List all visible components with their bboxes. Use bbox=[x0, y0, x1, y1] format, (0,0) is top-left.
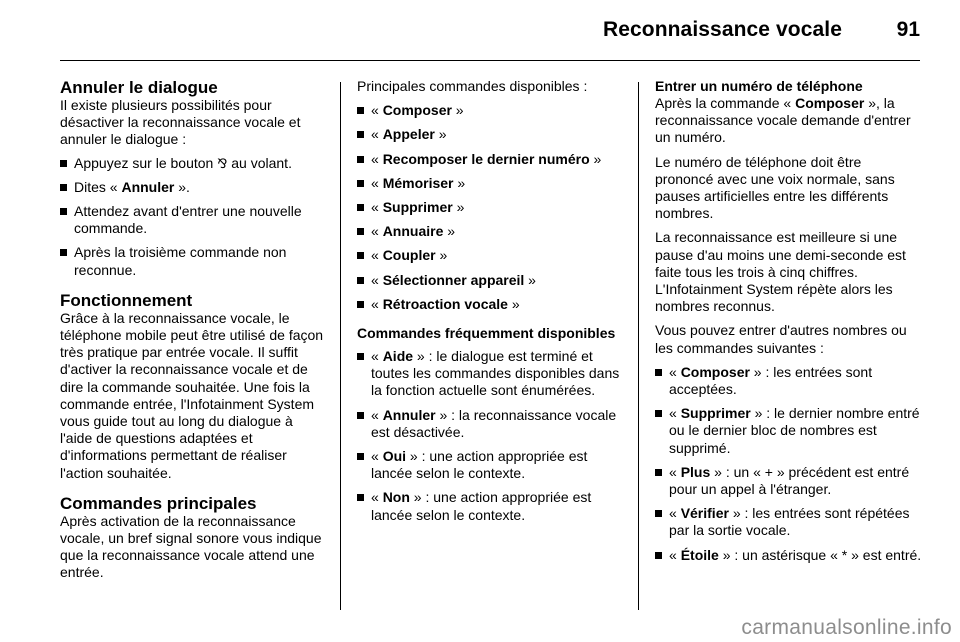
column-2 bbox=[357, 78, 625, 618]
number-commands-list bbox=[655, 364, 923, 564]
bullet-icon bbox=[655, 510, 662, 517]
list-item: « Étoile » : un astérisque « * » est entré. bbox=[655, 547, 923, 564]
list-item: « Annuler » : la reconnaissance vocale est désactivée. bbox=[357, 407, 625, 441]
paragraph: Le numéro de téléphone doit être prononcé avec une voix normale, sans pauses artificielles entre les différents nombres. bbox=[655, 153, 895, 222]
cancel-options-list bbox=[60, 155, 328, 279]
bullet-icon bbox=[357, 204, 364, 211]
bullet-icon bbox=[357, 453, 364, 460]
bullet-icon bbox=[655, 410, 662, 417]
bullet-icon bbox=[357, 180, 364, 187]
bullet-icon bbox=[60, 249, 67, 256]
paragraph: Après la commande « Composer », la reconnaissance vocale demande d'entrer un numéro. bbox=[655, 95, 911, 146]
list-item: Après la troisième commande non reconnue. bbox=[60, 244, 328, 278]
bullet-icon bbox=[357, 277, 364, 284]
section-title-commandes-principales: Commandes principales bbox=[60, 493, 257, 513]
page-title: Reconnaissance vocale bbox=[602, 18, 842, 41]
bullet-icon bbox=[357, 494, 364, 501]
section-body-commandes-principales: Après activation de la reconnaissance vocale, un bref signal sonore vous indique que la reconnaissance vocale attend une entrée. bbox=[60, 512, 322, 581]
section-title-fonctionnement: Fonctionnement bbox=[60, 290, 193, 310]
list-item: « Rétroaction vocale » bbox=[357, 296, 625, 313]
bullet-icon bbox=[357, 252, 364, 259]
bullet-icon bbox=[357, 131, 364, 138]
list-item: Dites « Annuler ». bbox=[60, 179, 328, 196]
bullet-icon bbox=[357, 107, 364, 114]
column-divider-1 bbox=[340, 82, 341, 610]
bullet-icon bbox=[357, 412, 364, 419]
page-number: 91 bbox=[896, 18, 920, 41]
bullet-icon bbox=[357, 156, 364, 163]
bullet-icon bbox=[60, 160, 67, 167]
bullet-icon bbox=[655, 552, 662, 559]
list-item: « Sélectionner appareil » bbox=[357, 272, 625, 289]
voice-control-icon: ⅋ bbox=[217, 155, 228, 171]
frequent-commands-list bbox=[357, 348, 625, 524]
list-item: « Mémoriser » bbox=[357, 175, 625, 192]
bullet-icon bbox=[60, 208, 67, 215]
column-3 bbox=[655, 78, 923, 618]
list-item: « Composer » bbox=[357, 102, 625, 119]
bullet-icon bbox=[655, 469, 662, 476]
list-item: « Coupler » bbox=[357, 247, 625, 264]
list-item: « Supprimer » bbox=[357, 199, 625, 216]
bullet-icon bbox=[655, 369, 662, 376]
list-item: « Oui » : une action appropriée est lancée selon le contexte. bbox=[357, 448, 625, 482]
list-item: « Plus » : un « + » précédent est entré pour un appel à l'étranger. bbox=[655, 464, 923, 498]
paragraph: La reconnaissance est meilleure si une pause d'au moins une demi-seconde est faite tous les trois à cinq chiffres. L'Infotainment System répète alors les nombres reconnus. bbox=[655, 229, 906, 315]
column-1 bbox=[60, 78, 328, 618]
watermark: carmanualsonline.info bbox=[741, 616, 952, 639]
section-title-frequent-commands: Commandes fréquemment disponibles bbox=[357, 325, 616, 342]
header-rule bbox=[60, 60, 920, 61]
main-commands-list bbox=[357, 102, 625, 313]
list-item: « Aide » : le dialogue est terminé et toutes les commandes disponibles dans la fonction actuelle sont énumérées. bbox=[357, 348, 625, 400]
commands-intro: Principales commandes disponibles : bbox=[357, 78, 588, 94]
section-intro-annuler: Il existe plusieurs possibilités pour désactiver la reconnaissance vocale et annuler le dialogue : bbox=[60, 97, 301, 148]
list-item: « Supprimer » : le dernier nombre entré ou le dernier bloc de nombres est supprimé. bbox=[655, 405, 923, 457]
bullet-icon bbox=[357, 353, 364, 360]
bullet-icon bbox=[60, 184, 67, 191]
bullet-icon bbox=[357, 301, 364, 308]
column-divider-2 bbox=[638, 82, 639, 610]
section-title-annuler: Annuler le dialogue bbox=[60, 78, 218, 97]
list-item: Appuyez sur le bouton ⅋ au volant. bbox=[60, 155, 328, 172]
list-item: « Vérifier » : les entrées sont répétées par la sortie vocale. bbox=[655, 505, 923, 539]
list-item: « Non » : une action appropriée est lancée selon le contexte. bbox=[357, 489, 625, 523]
list-item: « Recomposer le dernier numéro » bbox=[357, 151, 625, 168]
list-item: « Composer » : les entrées sont acceptées. bbox=[655, 364, 923, 398]
list-item: « Annuaire » bbox=[357, 223, 625, 240]
paragraph: Vous pouvez entrer d'autres nombres ou les commandes suivantes : bbox=[655, 322, 907, 356]
list-item: Attendez avant d'entrer une nouvelle commande. bbox=[60, 203, 328, 237]
bullet-icon bbox=[357, 228, 364, 235]
list-item: « Appeler » bbox=[357, 126, 625, 143]
section-title-enter-number: Entrer un numéro de téléphone bbox=[655, 78, 863, 94]
section-body-fonctionnement: Grâce à la reconnaissance vocale, le téléphone mobile peut être utilisé de façon très pratique par entrée vocale. Il suffit d'activer la reconnaissance vocale et de dire la commande souhaitée. Une fois la commande entrée, l'Infotainment System vous guide tout au long du dialogue à l'aide de questions adaptées et d'informations permettant de réaliser l'action souhaitée. bbox=[60, 309, 324, 481]
